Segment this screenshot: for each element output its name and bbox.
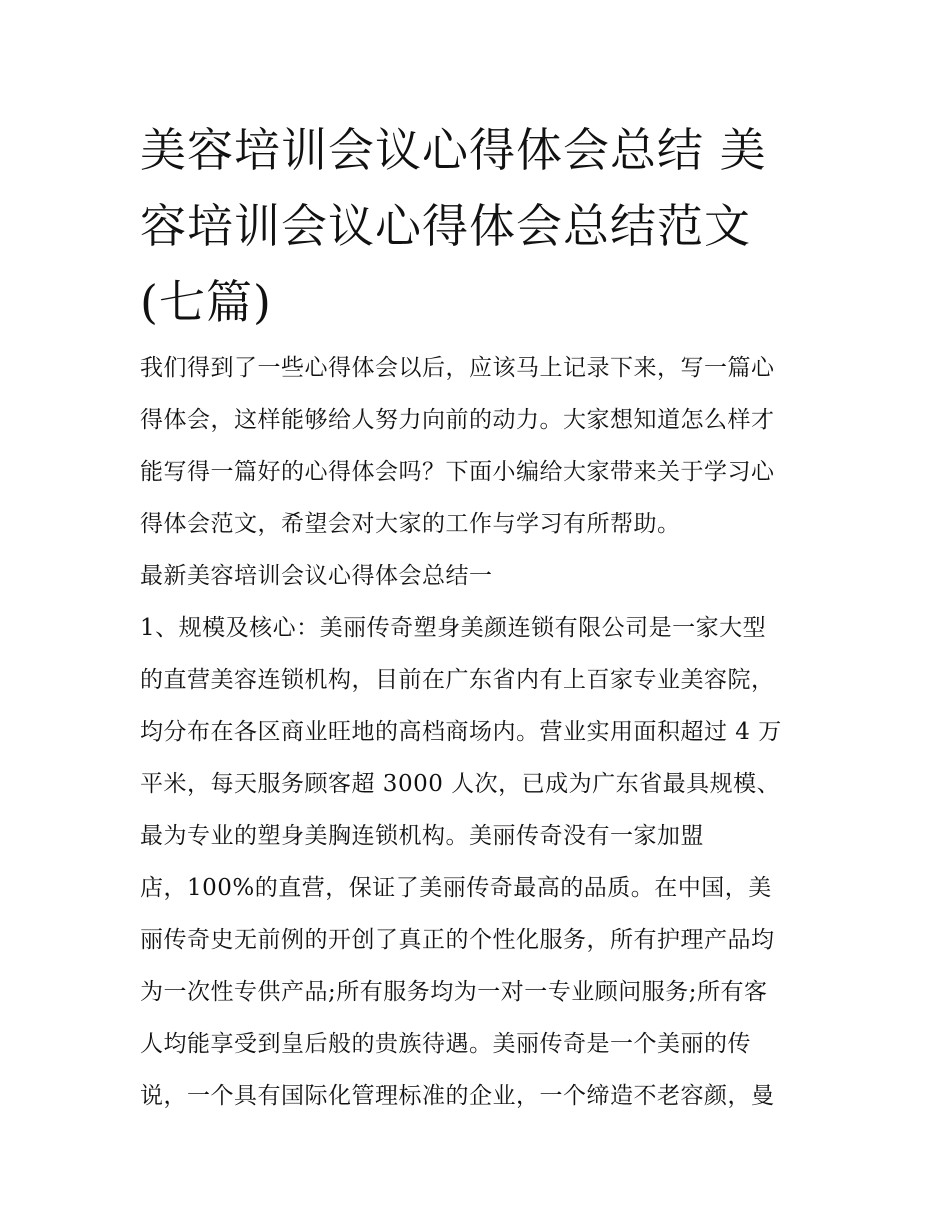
body-line: 均分布在各区商业旺地的高档商场内。营业实用面积超过 4 万: [140, 719, 782, 745]
body-paragraph: [140, 602, 812, 1122]
body-line: 最为专业的塑身美胸连锁机构。美丽传奇没有一家加盟: [140, 823, 704, 849]
body-line: 丽传奇史无前例的开创了真正的个性化服务，所有护理产品均: [140, 927, 775, 953]
title-line: 美容培训会议心得体会总结 美: [140, 123, 767, 177]
document-title: [140, 112, 812, 340]
body-line: 的直营美容连锁机构，目前在广东省内有上百家专业美容院，: [140, 667, 775, 693]
body-line: 平米，每天服务顾客超 3000 人次，已成为广东省最具规模、: [140, 771, 781, 797]
body-line: 为一次性专供产品;所有服务均为一对一专业顾问服务;所有客: [140, 979, 768, 1005]
document-page: [140, 112, 812, 1122]
body-line: 说，一个具有国际化管理标准的企业，一个缔造不老容颜，曼: [140, 1083, 775, 1109]
section-heading: 最新美容培训会议心得体会总结一: [140, 563, 493, 589]
intro-line: 能写得一篇好的心得体会吗？下面小编给大家带来关于学习心: [140, 459, 775, 485]
intro-paragraph: [140, 342, 812, 550]
body-line: 1、规模及核心：美丽传奇塑身美颜连锁有限公司是一家大型: [140, 615, 767, 641]
intro-line: 得体会，这样能够给人努力向前的动力。大家想知道怎么样才: [140, 407, 775, 433]
title-line: 容培训会议心得体会总结范文: [140, 199, 751, 253]
body-line: 店，100%的直营，保证了美丽传奇最高的品质。在中国，美: [140, 875, 772, 901]
intro-line: 得体会范文，希望会对大家的工作与学习有所帮助。: [140, 511, 681, 537]
body-line: 人均能享受到皇后般的贵族待遇。美丽传奇是一个美丽的传: [140, 1031, 751, 1057]
title-line: (七篇): [140, 275, 272, 329]
intro-line: 我们得到了一些心得体会以后，应该马上记录下来，写一篇心: [140, 355, 775, 381]
